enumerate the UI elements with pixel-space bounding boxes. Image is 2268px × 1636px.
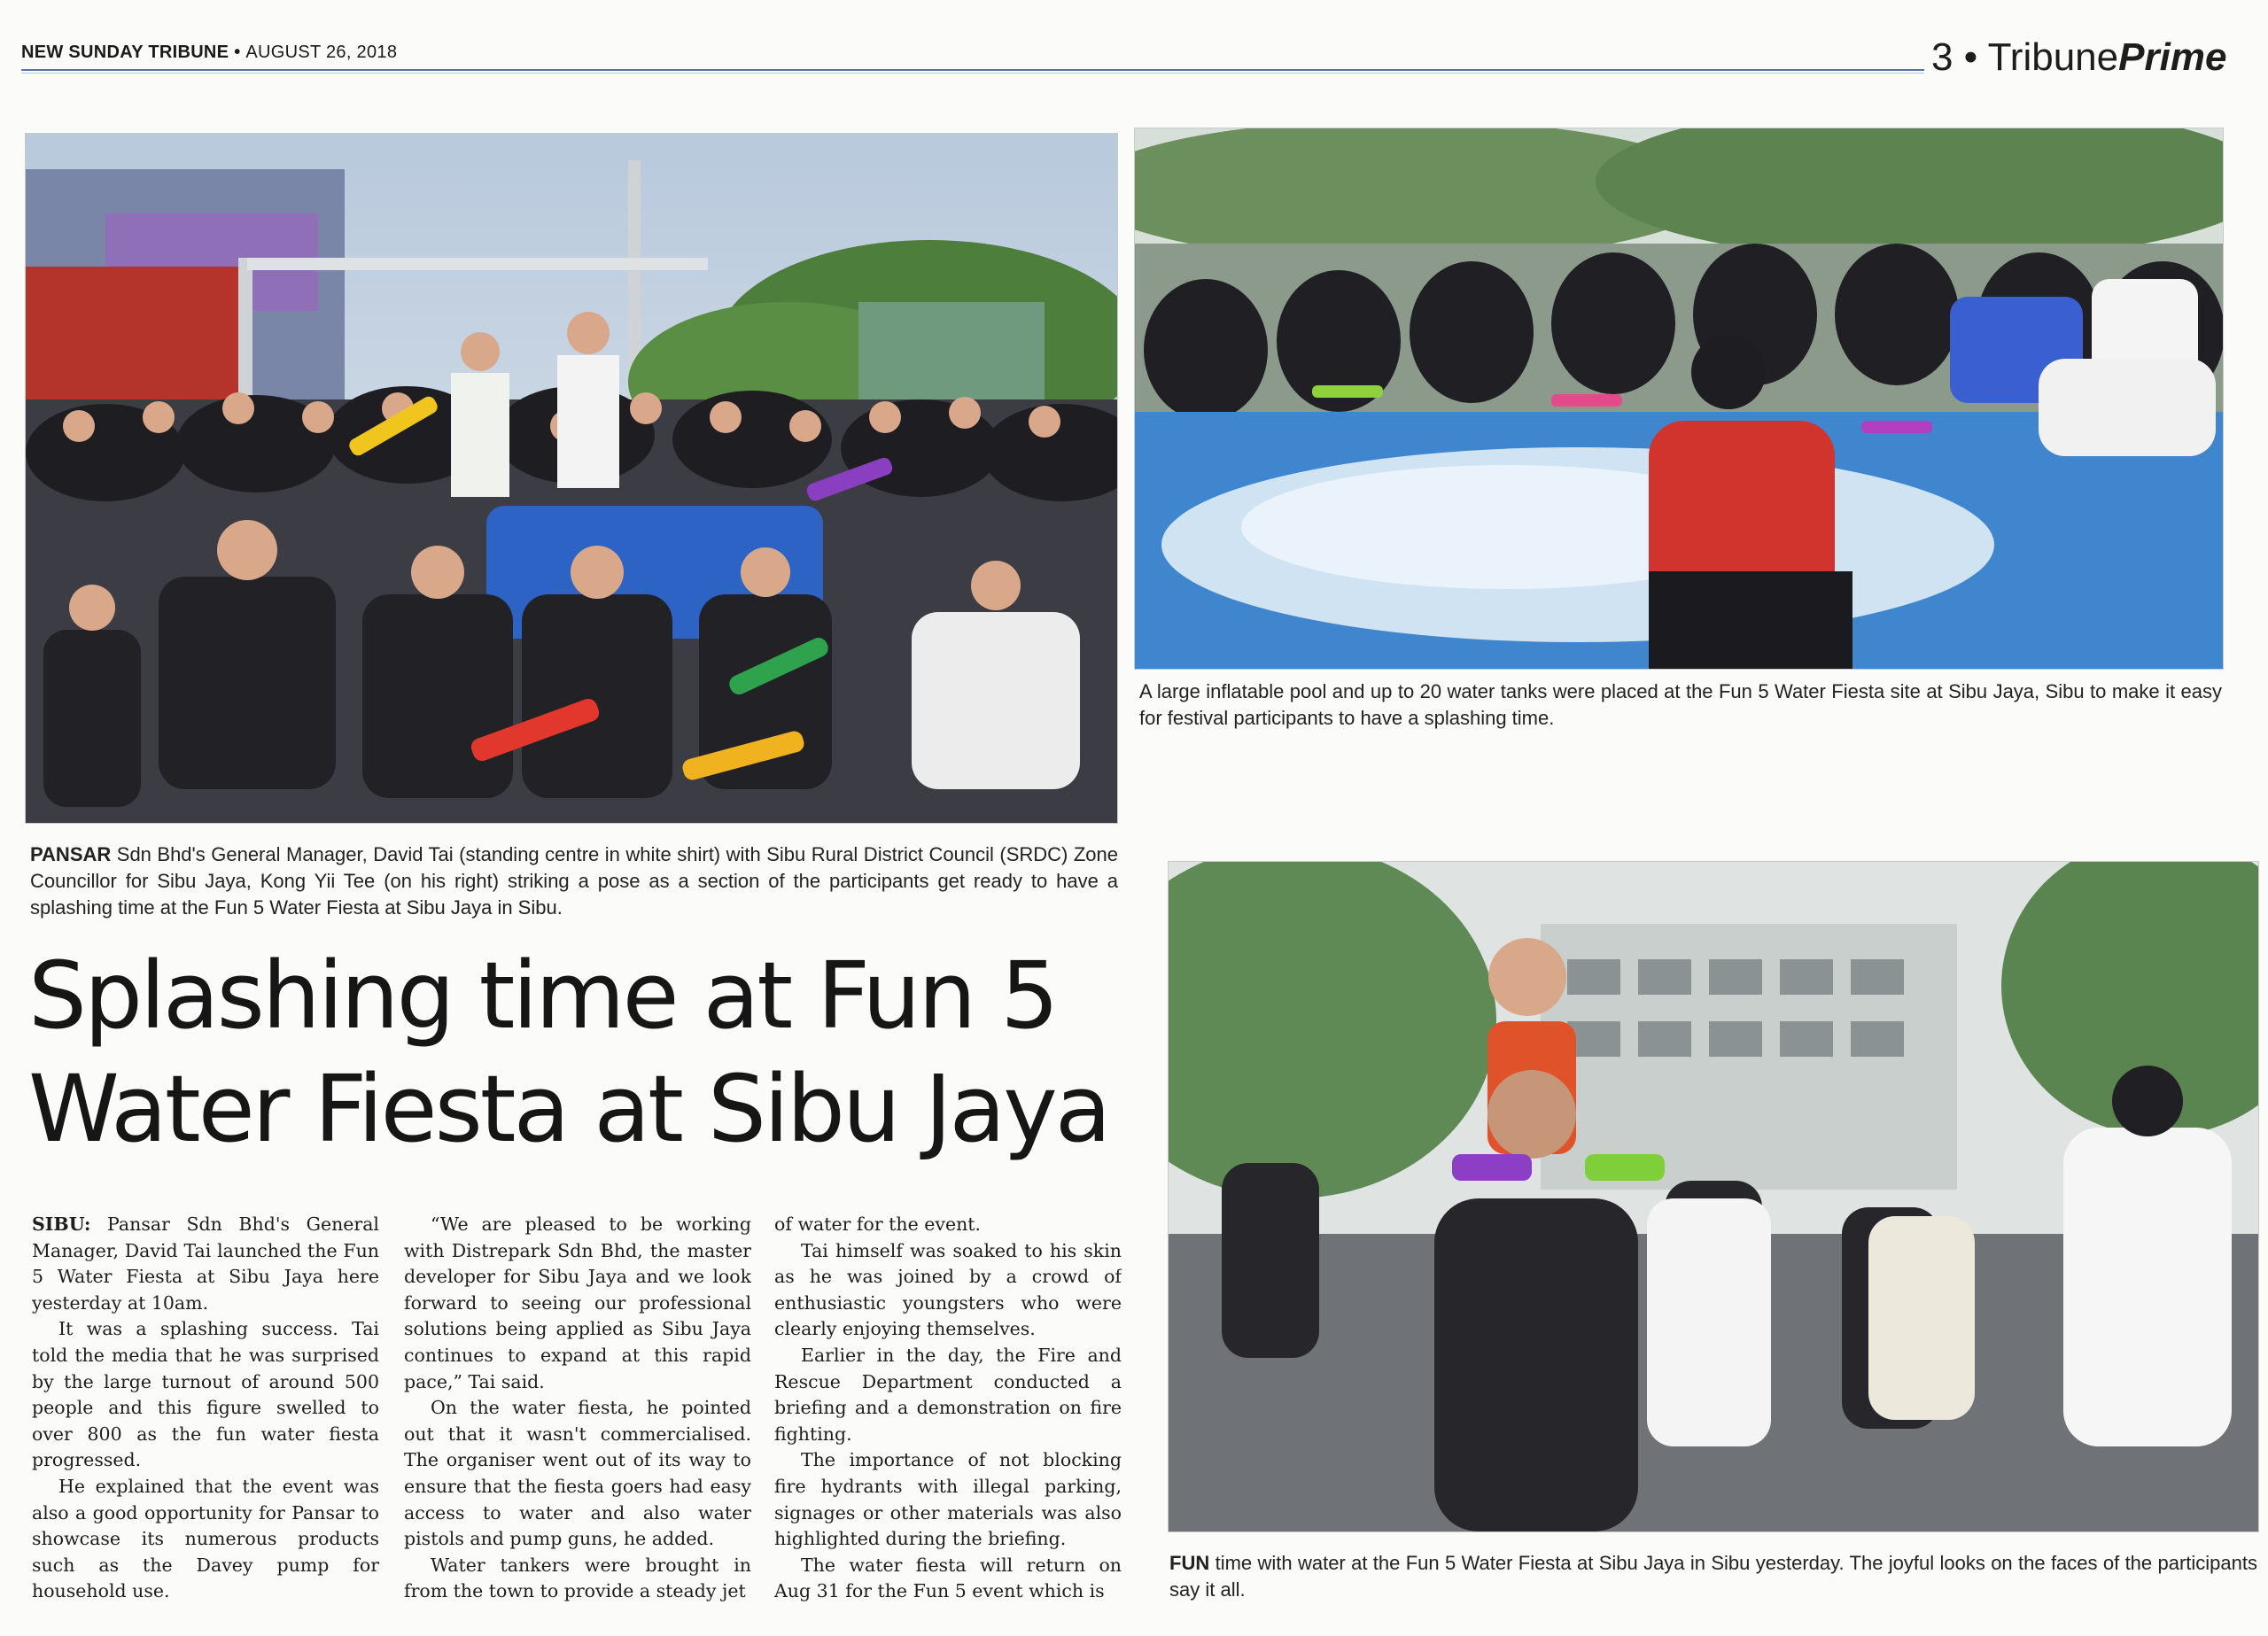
article-paragraph-7: Tai himself was soaked to his skin as he was joined by a crowd of enthusiastic youngsters who were clearly enjoying themselves. [774, 1239, 1122, 1340]
article-column-3 [774, 1212, 1122, 1628]
article-paragraph-3: He explained that the event was also a good opportunity for Pansar to showcase its numerous products such as the Davey pump for household use. [32, 1475, 379, 1602]
article-column-1 [32, 1212, 379, 1628]
header-separator: • [234, 43, 241, 62]
fun-caption-text: time with water at the Fun 5 Water Fiesta at Sibu Jaya in Sibu yesterday. The joyful looks on the faces of the participants say it all. [1169, 1552, 2257, 1601]
article-paragraph-4-cont: “We are pleased to be working with Distrepark Sdn Bhd, the master developer for Sibu Jaya and we look forward to seeing our professional solutions being applied as Sibu Jaya continues to expand at this rapid pace,” Tai said. [404, 1213, 751, 1392]
page-separator: • [1963, 35, 1978, 79]
pool-photo [1134, 128, 2224, 670]
section-brand: Tribune [1987, 35, 2119, 79]
group-photo [25, 133, 1118, 824]
fun-photo [1168, 861, 2259, 1532]
article-paragraph-9: The importance of not blocking fire hydrants with illegal parking, signages or other materials was also highlighted during the briefing. [774, 1449, 1122, 1550]
pool-photo-image [1135, 128, 2223, 669]
article-dateline: SIBU: [32, 1213, 91, 1235]
fun-photo-caption [1169, 1550, 2257, 1603]
article-paragraph-8: Earlier in the day, the Fire and Rescue Department conducted a briefing and a demonstration on fire fighting. [774, 1344, 1122, 1445]
pool-photo-caption [1139, 678, 2222, 732]
group-photo-caption [30, 841, 1118, 921]
fun-caption-lead: FUN [1169, 1552, 1210, 1574]
header-rule-thin [21, 73, 1924, 74]
group-photo-image [26, 134, 1117, 823]
article-paragraph-6-cont: of water for the event. [774, 1213, 982, 1235]
header-rule [21, 69, 1924, 71]
newspaper-header [21, 43, 397, 63]
page-label [1931, 35, 2226, 80]
paper-name: NEW SUNDAY TRIBUNE [21, 43, 229, 62]
article-paragraph-10: The water fiesta will return on Aug 31 for the Fun 5 event which is [774, 1554, 1122, 1602]
article-paragraph-1: SIBU: Pansar Sdn Bhd's General Manager, David Tai launched the Fun 5 Water Fiesta at Sibu Jaya here yesterday at 10am. [32, 1213, 379, 1314]
fun-photo-image [1169, 862, 2258, 1531]
group-caption-text: Sdn Bhd's General Manager, David Tai (standing centre in white shirt) with Sibu Rural District Council (SRDC) Zone Councillor for Sibu Jaya, Kong Yii Tee (on his right) striking a pose as a section of the participants get ready to have a splashing time at the Fun 5 Water Fiesta at Sibu Jaya in Sibu. [30, 843, 1118, 919]
article-paragraph-2: It was a splashing success. Tai told the media that he was surprised by the large turnout of around 500 people and this figure swelled to over 800 as the fun water fiesta progressed. [32, 1318, 379, 1471]
pool-caption-text: A large inflatable pool and up to 20 water tanks were placed at the Fun 5 Water Fiesta site at Sibu Jaya, Sibu to make it easy for festival participants to have a splashing time. [1139, 680, 2222, 729]
article-paragraph-6: Water tankers were brought in from the town to provide a steady jet [404, 1554, 751, 1602]
section-brand-bold: Prime [2118, 35, 2227, 79]
issue-date: AUGUST 26, 2018 [245, 43, 398, 62]
article-paragraph-5: On the water fiesta, he pointed out that it wasn't commercialised. The organiser went out of its way to ensure that the fiesta goers had easy access to water and also water pistols and pump guns, he added. [404, 1397, 751, 1550]
page-number: 3 [1931, 35, 1953, 79]
group-caption-lead: PANSAR [30, 843, 112, 865]
article-column-2 [404, 1212, 751, 1628]
article-headline: Splashing time at Fun 5 Water Fiesta at Sibu Jaya [28, 942, 1109, 1163]
